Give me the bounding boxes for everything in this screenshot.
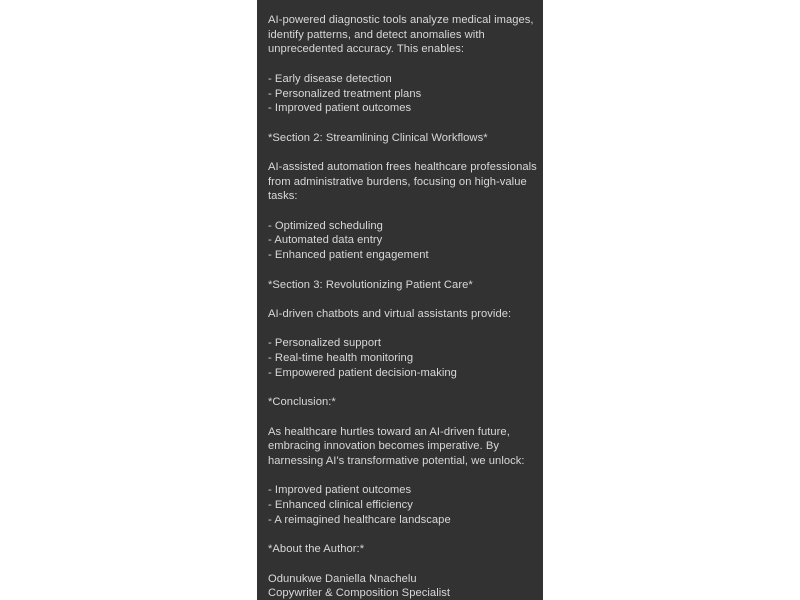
section2-list xyxy=(268,219,538,263)
author-name: Odunukwe Daniella Nnachelu xyxy=(268,572,417,585)
article-panel xyxy=(257,0,543,600)
section2-paragraph: AI-assisted automation frees healthcare professionals from administrative burdens, focusing on high-value tasks: xyxy=(268,160,537,203)
list-item: - Enhanced clinical efficiency xyxy=(268,499,413,512)
list-item: - Automated data entry xyxy=(268,234,383,247)
article-text xyxy=(268,13,538,600)
conclusion-paragraph: As healthcare hurtles toward an AI-driven future, embracing innovation becomes imperative. By harnessing AI's transformative potential, we unlock: xyxy=(268,425,525,467)
list-item: - Optimized scheduling xyxy=(268,219,383,232)
section2-heading: *Section 2: Streamlining Clinical Workflows* xyxy=(268,131,488,144)
list-item: - A reimagined healthcare landscape xyxy=(268,513,451,526)
list-item: - Early disease detection xyxy=(268,72,392,85)
list-item: - Improved patient outcomes xyxy=(268,102,412,115)
list-item: - Improved patient outcomes xyxy=(268,484,412,497)
about-heading: *About the Author:* xyxy=(268,543,365,556)
author-title: Copywriter & Composition Specialist xyxy=(268,587,451,600)
section3-paragraph: AI-driven chatbots and virtual assistants provide: xyxy=(268,307,512,320)
intro-list xyxy=(268,72,538,116)
conclusion-list xyxy=(268,483,538,527)
list-item: - Empowered patient decision-making xyxy=(268,366,457,379)
list-item: - Personalized treatment plans xyxy=(268,87,422,100)
intro-paragraph: AI-powered diagnostic tools analyze medical images, identify patterns, and detect anomalies with unprecedented accuracy. This enables: xyxy=(268,14,534,56)
list-item: - Real-time health monitoring xyxy=(268,352,414,365)
section3-list xyxy=(268,336,538,380)
section3-heading: *Section 3: Revolutionizing Patient Care* xyxy=(268,278,473,291)
list-item: - Enhanced patient engagement xyxy=(268,249,429,262)
conclusion-heading: *Conclusion:* xyxy=(268,396,336,409)
list-item: - Personalized support xyxy=(268,337,382,350)
